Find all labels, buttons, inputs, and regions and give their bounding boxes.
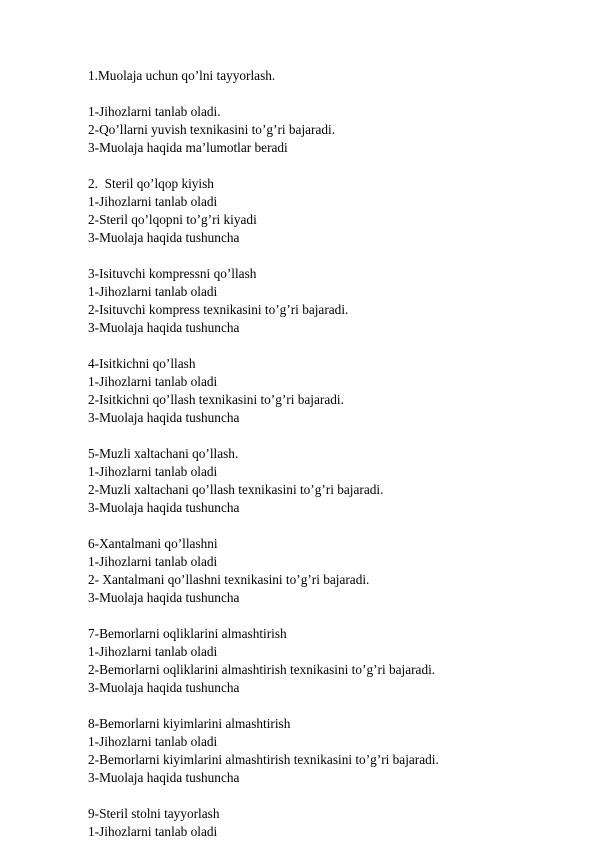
document-body (88, 67, 578, 859)
section-item: 3-Muolaja haqida tushuncha (88, 320, 240, 335)
document-section (88, 805, 578, 841)
section-item: 1-Jihozlarni tanlab oladi (88, 644, 218, 659)
section-item: 2-Bemorlarni kiyimlarini almashtirish texnikasini to’g’ri bajaradi. (88, 752, 439, 767)
document-section (88, 175, 578, 247)
document-section (88, 715, 578, 787)
document-section (88, 625, 578, 697)
document-section (88, 103, 578, 157)
section-title: 5-Muzli xaltachani qo’llash. (88, 446, 239, 461)
section-title: 7-Bemorlarni oqliklarini almashtirish (88, 626, 287, 641)
section-item: 1-Jihozlarni tanlab oladi (88, 374, 218, 389)
document-section (88, 535, 578, 607)
section-item: 1-Jihozlarni tanlab oladi. (88, 104, 221, 119)
section-item: 3-Muolaja haqida tushuncha (88, 230, 240, 245)
section-item: 1-Jihozlarni tanlab oladi (88, 824, 218, 839)
section-item: 1-Jihozlarni tanlab oladi (88, 194, 218, 209)
section-item: 2-Isitkichni qo’llash texnikasini to’g’ri bajaradi. (88, 392, 344, 407)
section-title: 4-Isitkichni qo’llash (88, 356, 196, 371)
section-item: 3-Muolaja haqida ma’lumotlar beradi (88, 140, 288, 155)
document-section (88, 265, 578, 337)
section-item: 2-Steril qo’lqopni to’g’ri kiyadi (88, 212, 257, 227)
section-title: 3-Isituvchi kompressni qo’llash (88, 266, 257, 281)
section-title: 9-Steril stolni tayyorlash (88, 806, 220, 821)
section-item: 3-Muolaja haqida tushuncha (88, 410, 240, 425)
section-item: 1-Jihozlarni tanlab oladi (88, 554, 218, 569)
section-item: 2-Qo’llarni yuvish texnikasini to’g’ri bajaradi. (88, 122, 336, 137)
section-title: 2. Steril qo’lqop kiyish (88, 176, 214, 191)
section-item: 2- Xantalmani qo’llashni texnikasini to’g’ri bajaradi. (88, 572, 370, 587)
section-title: 6-Xantalmani qo’llashni (88, 536, 218, 551)
section-item: 3-Muolaja haqida tushuncha (88, 770, 240, 785)
section-item: 3-Muolaja haqida tushuncha (88, 590, 240, 605)
document-section (88, 67, 578, 85)
section-item: 2-Bemorlarni oqliklarini almashtirish texnikasini to’g’ri bajaradi. (88, 662, 436, 677)
document-section (88, 445, 578, 517)
section-item: 2-Isituvchi kompress texnikasini to’g’ri bajaradi. (88, 302, 349, 317)
section-item: 1-Jihozlarni tanlab oladi (88, 284, 218, 299)
section-item: 3-Muolaja haqida tushuncha (88, 500, 240, 515)
section-title: 1.Muolaja uchun qo’lni tayyorlash. (88, 68, 276, 83)
section-item: 3-Muolaja haqida tushuncha (88, 680, 240, 695)
section-item: 2-Muzli xaltachani qo’llash texnikasini to’g’ri bajaradi. (88, 482, 384, 497)
section-item: 1-Jihozlarni tanlab oladi (88, 464, 218, 479)
section-title: 8-Bemorlarni kiyimlarini almashtirish (88, 716, 291, 731)
section-item: 1-Jihozlarni tanlab oladi (88, 734, 218, 749)
document-section (88, 355, 578, 427)
